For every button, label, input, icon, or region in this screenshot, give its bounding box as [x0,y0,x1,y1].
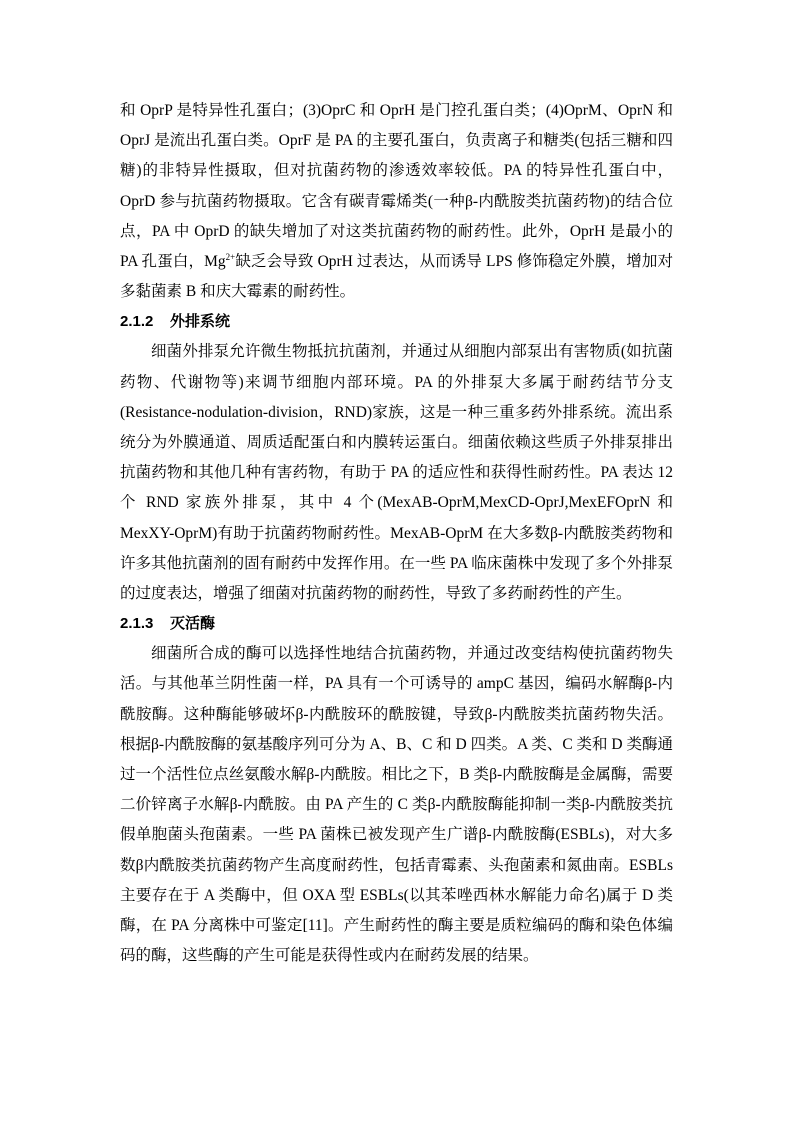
section-title: 灭活酶 [170,615,216,633]
paragraph-efflux: 细菌外排泵允许微生物抵抗抗菌剂，并通过从细胞内部泵出有害物质(如抗菌药物、代谢物等)来调节细胞内部环境。PA 的外排泵大多属于耐药结节分支(Resistance-nodulation-division，RND)家族，这是一种三重多药外排系统。流出系统分为外膜通道、周质适配蛋白和内膜转运蛋白。细菌依赖这些质子外排泵排出抗菌药物和其他几种有害药物，有助于 PA 的适应性和获得性耐药性。PA 表达 12 个 RND 家族外排泵，其中 4 个(MexAB-OprM,MexCD-OprJ,MexEFOprN 和 MexXY-OprM)有助于抗菌药物耐药性。MexAB-OprM 在大多数β-内酰胺类药物和许多其他抗菌剂的固有耐药中发挥作用。在一些 PA 临床菌株中发现了多个外排泵的过度表达，增强了细菌对抗菌药物的耐药性，导致了多药耐药性的产生。 [120,343,673,603]
paragraph-porins-text-end: 缺乏会导致 OprH 过表达，从而诱导 LPS 修饰稳定外膜，增加对多黏菌素 B 和庆大霉素的耐药性。 [120,253,673,301]
paragraph-enzymes: 细菌所合成的酶可以选择性地结合抗菌药物，并通过改变结构使抗菌药物失活。与其他革兰阴性菌一样，PA 具有一个可诱导的 ampC 基因，编码水解酶β-内酰胺酶。这种酶能够破坏β-内酰胺环的酰胺键，导致β-内酰胺类抗菌药物失活。根据β-内酰胺酶的氨基酸序列可分为 A、B、C 和 D 四类。A 类、C 类和 D 类酶通过一个活性位点丝氨酸水解β-内酰胺。相比之下，B 类β-内酰胺酶是金属酶，需要二价锌离子水解β-内酰胺。由 PA 产生的 C 类β-内酰胺酶能抑制一类β-内酰胺类抗假单胞菌头孢菌素。一些 PA 菌株已被发现产生广谱β-内酰胺酶(ESBLs)，对大多数β内酰胺类抗菌药物产生高度耐药性，包括青霉素、头孢菌素和氮曲南。ESBLs 主要存在于 A 类酶中，但 OXA 型 ESBLs(以其苯唑西林水解能力命名)属于 D 类酶，在 PA 分离株中可鉴定[11]。产生耐药性的酶主要是质粒编码的酶和染色体编码的酶，这些酶的产生可能是获得性或内在耐药发展的结果。 [120,645,673,965]
section-heading-enzymes [120,609,673,639]
section-number: 2.1.3 [120,615,154,633]
paragraph-porins [120,96,673,307]
section-title: 外排系统 [170,313,231,331]
section-heading-efflux [120,307,673,337]
section-number: 2.1.2 [120,313,154,331]
paragraph-porins-text: 和 OprP 是特异性孔蛋白；(3)OprC 和 OprH 是门控孔蛋白类；(4)OprM、OprN 和 OprJ 是流出孔蛋白类。OprF 是 PA 的主要孔蛋白，负责离子和糖类(包括三糖和四糖)的非特异性摄取，但对抗菌药物的渗透效率较低。PA 的特异性孔蛋白中，OprD 参与抗菌药物摄取。它含有碳青霉烯类(一种β-内酰胺类抗菌药物)的结合位点，PA 中 OprD 的缺失增加了对这类抗菌药物的耐药性。此外，OprH 是最小的 PA 孔蛋白，Mg [120,102,673,271]
document-page [120,96,673,971]
superscript-mg-charge: 2+ [225,252,236,263]
